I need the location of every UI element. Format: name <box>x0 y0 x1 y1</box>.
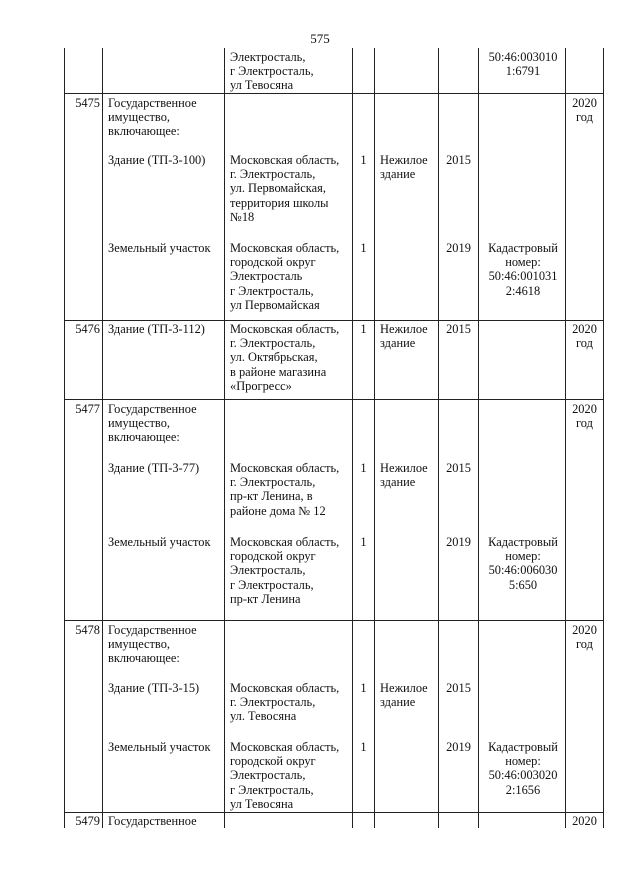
page-number: 575 <box>310 31 330 46</box>
record-title: Государственное имущество, включающее: <box>108 96 197 139</box>
type-cell: Нежилое здание <box>380 461 428 490</box>
record-title: Государственное имущество, включающее: <box>108 623 197 666</box>
year-built-cell: 2019 <box>446 241 471 255</box>
item-name: Земельный участок <box>108 535 211 549</box>
quantity-cell: 1 <box>360 461 367 475</box>
item-name: Здание (ТП-3-77) <box>108 461 200 475</box>
record-number: 5475 <box>75 96 100 110</box>
cadastral-note: Кадастровый номер: 50:46:003020 2:1656 <box>488 740 558 797</box>
item-name: Земельный участок <box>108 241 211 255</box>
quantity-cell: 1 <box>360 322 367 336</box>
record-year: 2020 <box>572 814 597 828</box>
quantity-cell: 1 <box>360 241 367 255</box>
year-built-cell: 2019 <box>446 535 471 549</box>
address-cell: Московская область, городской округ Электросталь г Электросталь, ул Первомайская <box>230 241 340 312</box>
address-cell: Московская область, г. Электросталь, ул. Первомайская, территория школы №18 <box>230 153 340 224</box>
year-built-cell: 2015 <box>446 322 471 336</box>
record-year: 2020 год <box>572 623 597 652</box>
address-cell: Московская область, городской округ Электросталь, г Электросталь, пр-кт Ленина <box>230 535 340 606</box>
year-built-cell: 2015 <box>446 153 471 167</box>
type-cell: Нежилое здание <box>380 153 428 182</box>
type-cell: Нежилое здание <box>380 681 428 710</box>
record-title: Государственное <box>108 814 197 828</box>
address-cell: Московская область, городской округ Электросталь, г Электросталь, ул Тевосяна <box>230 740 340 811</box>
quantity-cell: 1 <box>360 153 367 167</box>
type-cell: Нежилое здание <box>380 322 428 351</box>
cadastral-note: Кадастровый номер: 50:46:001031 2:4618 <box>488 241 558 298</box>
address-cell: Московская область, г. Электросталь, ул. Октябрьская, в районе магазина «Прогресс» <box>230 322 340 393</box>
quantity-cell: 1 <box>360 740 367 754</box>
record-title: Государственное имущество, включающее: <box>108 402 197 445</box>
quantity-cell: 1 <box>360 535 367 549</box>
year-built-cell: 2015 <box>446 461 471 475</box>
record-year: 2020 год <box>572 402 597 431</box>
year-built-cell: 2015 <box>446 681 471 695</box>
record-number: 5478 <box>75 623 100 637</box>
address-cell: Московская область, г. Электросталь, пр-кт Ленина, в районе дома № 12 <box>230 461 340 518</box>
cadastral-note: 50:46:003010 1:6791 <box>488 50 558 79</box>
record-number: 5479 <box>75 814 100 828</box>
address-cell: Электросталь, г Электросталь, ул Тевосяна <box>230 50 314 93</box>
record-year: 2020 год <box>572 96 597 125</box>
item-name: Здание (ТП-3-112) <box>108 322 205 336</box>
record-year: 2020 год <box>572 322 597 351</box>
item-name: Здание (ТП-3-100) <box>108 153 206 167</box>
year-built-cell: 2019 <box>446 740 471 754</box>
item-name: Земельный участок <box>108 740 211 754</box>
address-cell: Московская область, г. Электросталь, ул. Тевосяна <box>230 681 340 724</box>
cadastral-note: Кадастровый номер: 50:46:006030 5:650 <box>488 535 558 592</box>
record-number: 5477 <box>75 402 100 416</box>
item-name: Здание (ТП-3-15) <box>108 681 200 695</box>
quantity-cell: 1 <box>360 681 367 695</box>
record-number: 5476 <box>75 322 100 336</box>
